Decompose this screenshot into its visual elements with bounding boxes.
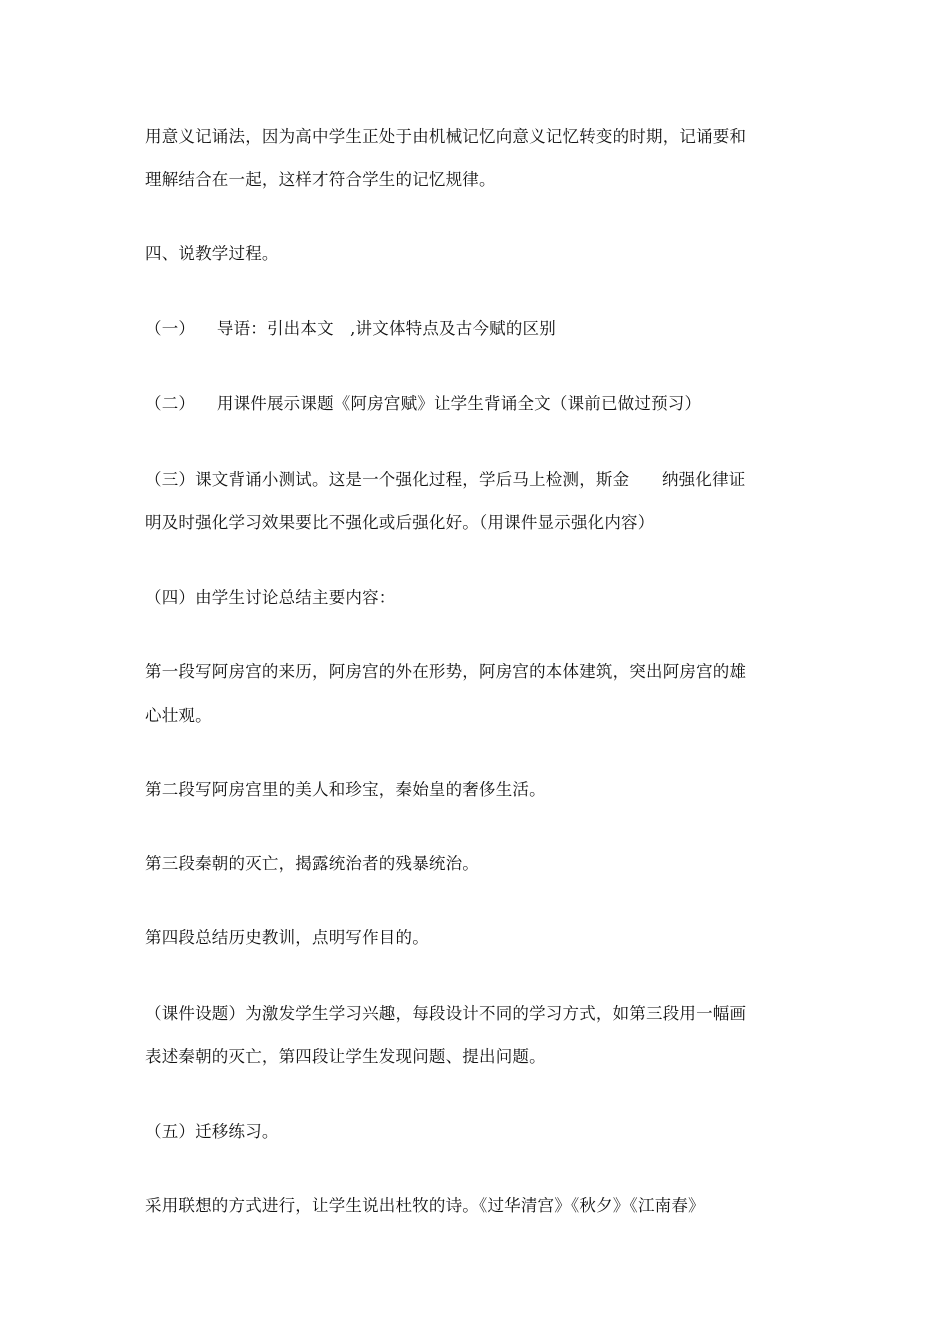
text-line: 采用联想的方式进行，让学生说出杜牧的诗。《过华清宫》《秋夕》《江南春》	[145, 1196, 705, 1215]
text-line: （课件设题）为激发学生学习兴趣，每段设计不同的学习方式，如第三段用一幅画	[145, 1004, 747, 1023]
text-line: （二） 用课件展示课题《阿房宫赋》让学生背诵全文（课前已做过预习）	[145, 394, 702, 413]
text-line: 第二段写阿房宫里的美人和珍宝，秦始皇的奢侈生活。	[145, 780, 546, 799]
section-heading: 四、说教学过程。	[145, 244, 279, 263]
text-line: 理解结合在一起，这样才符合学生的记忆规律。	[145, 170, 496, 189]
text-line: 第一段写阿房宫的来历，阿房宫的外在形势，阿房宫的本体建筑，突出阿房宫的雄	[145, 662, 747, 681]
text-line: 心壮观。	[145, 706, 212, 725]
text-line: （四）由学生讨论总结主要内容：	[145, 588, 396, 607]
text-line: 用意义记诵法，因为高中学生正处于由机械记忆向意义记忆转变的时期，记诵要和	[145, 127, 747, 146]
text-line: 明及时强化学习效果要比不强化或后强化好。（用课件显示强化内容）	[145, 513, 655, 532]
text-line: 第三段秦朝的灭亡，揭露统治者的残暴统治。	[145, 854, 479, 873]
text-line: 第四段总结历史教训，点明写作目的。	[145, 928, 429, 947]
text-line: 表述秦朝的灭亡，第四段让学生发现问题、提出问题。	[145, 1047, 546, 1066]
text-line: （五）迁移练习。	[145, 1122, 279, 1141]
text-line: （三）课文背诵小测试。这是一个强化过程，学后马上检测，斯金 纳强化律证	[145, 470, 746, 489]
text-line: （一） 导语：引出本文 ,讲文体特点及古今赋的区别	[145, 319, 556, 338]
